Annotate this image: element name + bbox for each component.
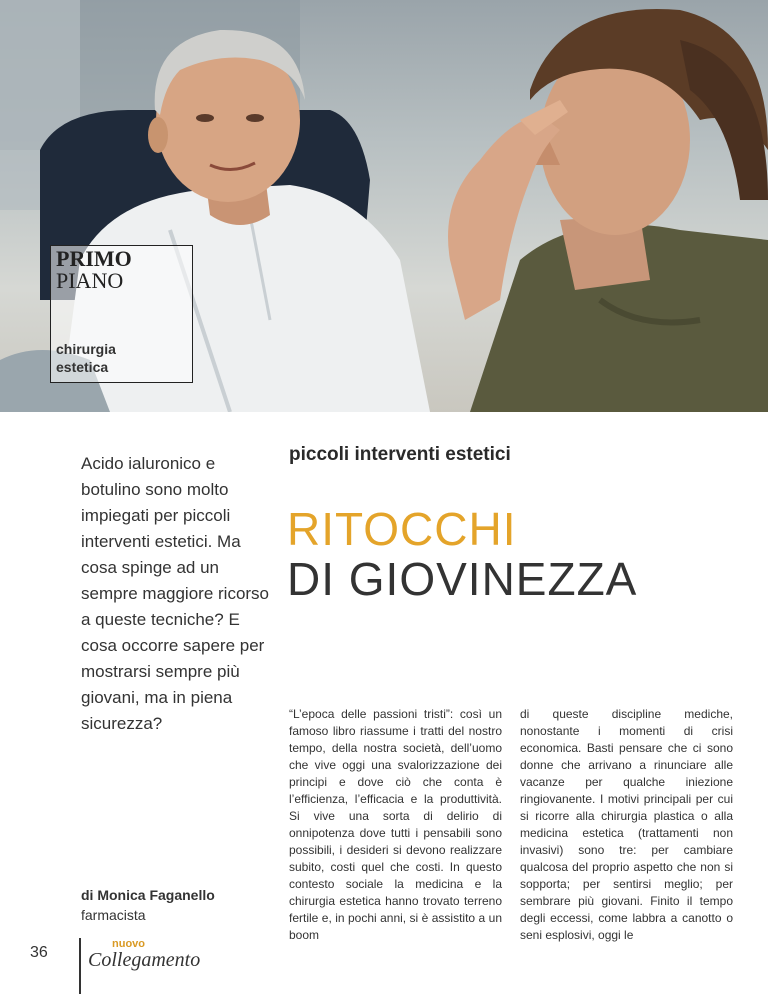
page-number: 36: [30, 944, 48, 961]
body-column-1: “L’epoca delle passioni tristi”: così un famoso libro riassume i tratti del nostro tempo, della nostra società, dell’uomo che vive oggi una svalorizzazione dei principi e dove ciò che conta è l’efficienza, l’efficacia e la produttività. Si vive una sorta di delirio di onnipotenza dove tutti i pensabili sono possibili, i desideri si devono realizzare subito, costi quel che costi. In questo contesto sociale la medicina e la chirurgia estetica hanno trovato terreno fertile e, in pochi anni, si è assistito a un boom: [289, 707, 502, 942]
logo-main-text: Collegamento: [88, 949, 201, 971]
magazine-logo: [88, 938, 200, 970]
article-headline: [287, 504, 637, 604]
section-category-line1: chirurgia: [56, 341, 116, 357]
footer-divider: [79, 938, 81, 994]
article-kicker: piccoli interventi estetici: [289, 444, 511, 465]
author-name: di Monica Faganello: [81, 887, 215, 903]
author-role: farmacista: [81, 907, 146, 923]
headline-line2: DI GIOVINEZZA: [287, 553, 638, 605]
logo-small-text: nuovo: [112, 938, 145, 950]
section-title-regular: PIANO: [56, 268, 124, 293]
intro-text: Acido ialuronico e botulino sono molto impiegati per piccoli interventi estetici. Ma cosa spinge ad un sempre maggiore ricorso a queste tecniche? E cosa occorre sapere per mostrarsi sempre più giovani, ma in piena sicurezza?: [81, 454, 270, 733]
headline-line1: RITOCCHI: [287, 503, 517, 555]
section-category: [56, 340, 116, 376]
section-category-line2: estetica: [56, 359, 109, 375]
body-column-2: di queste discipline mediche, nonostante i momenti di crisi economica. Basti pensare che ci sono donne che arrivano a rinunciare alle vacanze per qualche iniezione ringiovanente. I motivi principali per cui si ricorre alla chirurgia plastica o alla medicina estetica (trattamenti non invasivi) sono tre: per cambiare qualcosa del proprio aspetto che non si sopporta; per sentirsi meglio; per sembrare più giovani. Finito il tempo degli eccessi, come labbra a canotto o seni esplosivi, oggi le: [520, 707, 733, 942]
author-byline: [81, 885, 215, 925]
section-title-bold: PRIMO: [56, 246, 132, 271]
section-title: [56, 248, 132, 292]
